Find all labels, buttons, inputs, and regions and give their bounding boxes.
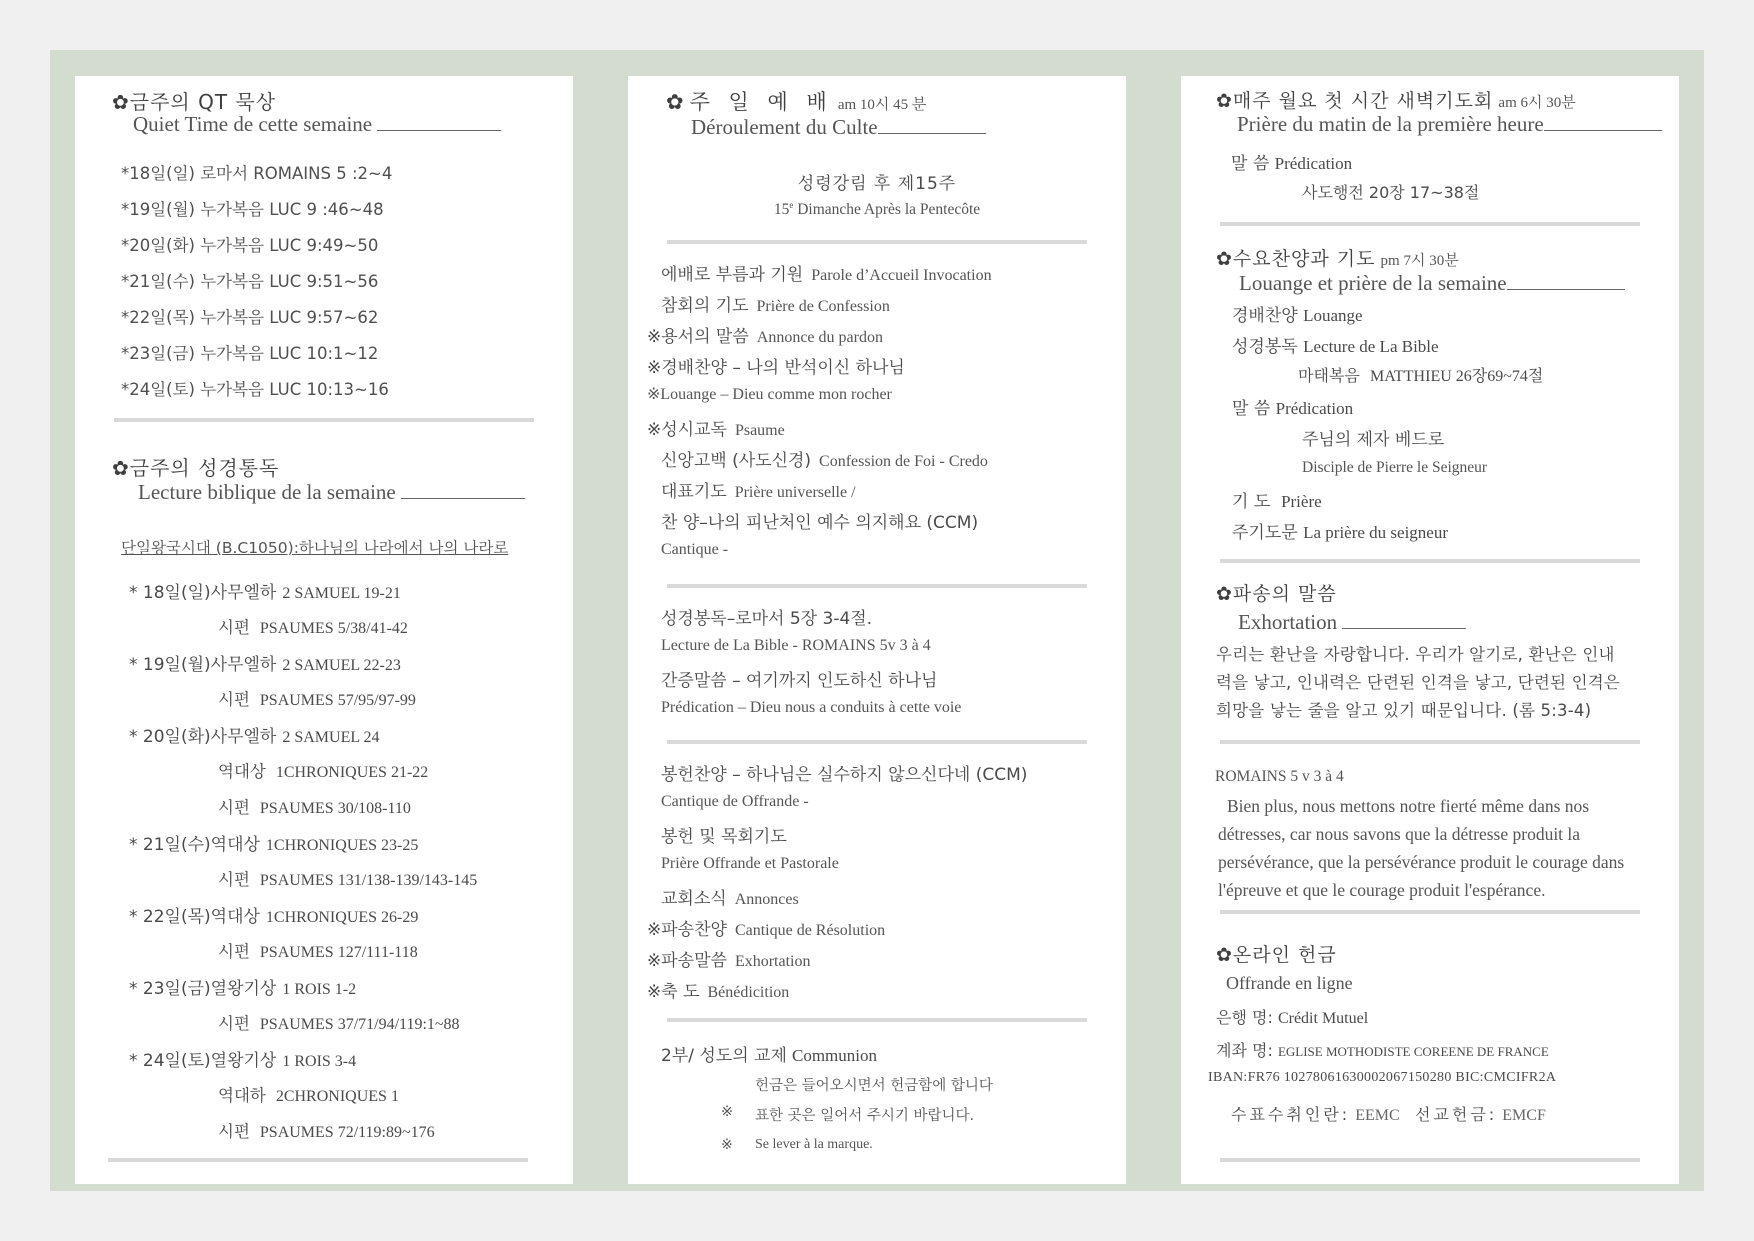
verse-line: Bien plus, nous mettons notre fierté même dans nos	[1227, 796, 1590, 816]
liturgy-item	[661, 260, 992, 285]
reading-day-ref: 1 ROIS 3-4	[282, 1053, 357, 1070]
iban-line: IBAN:FR76 10278061630002067150280 BIC:CMCIFR2A	[1208, 1070, 1557, 1085]
reading-extra	[218, 614, 408, 638]
online-offering-subtitle: Offrande en ligne	[1226, 973, 1353, 993]
stand-note-korean: 표한 곳은 일어서 주시기 바랍니다.	[755, 1108, 975, 1124]
liturgy-item-korean: ※용서의 말씀	[647, 327, 749, 347]
qt-item: *21일(수) 누가복음 LUC 9:51~56	[121, 272, 379, 291]
reading-book: 시편	[218, 870, 250, 889]
reading-day-label: * 19일(월)사무엘하	[129, 655, 277, 675]
reading-ref: 1CHRONIQUES 21-22	[275, 764, 429, 781]
divider	[1220, 910, 1640, 914]
sermon-title-french: Disciple de Pierre le Seigneur	[1302, 459, 1488, 476]
response-item-french: Prière Offrande et Pastorale	[661, 855, 839, 872]
reading-book: 시편	[218, 798, 250, 817]
divider	[1220, 1158, 1640, 1162]
divider	[1220, 559, 1640, 563]
liturgy-item-french: Psaume	[734, 422, 785, 439]
divider	[667, 740, 1087, 744]
exhortation-line: 우리는 환난을 자랑합니다. 우리가 알기로, 환난은 인내	[1216, 645, 1615, 664]
liturgy-item-french: Prière universelle /	[734, 484, 856, 501]
reading-extra	[218, 1118, 435, 1142]
response-item	[661, 791, 809, 811]
response-item-french: Annonces	[734, 891, 799, 908]
liturgy-item-korean: 참회의 기도	[661, 296, 749, 316]
reading-subtitle: Lecture biblique de la semaine	[138, 480, 525, 505]
word-item-korean: 성경봉독–로마서 5장 3-4절.	[661, 609, 873, 629]
reading-day-label: * 18일(일)사무엘하	[129, 583, 277, 603]
liturgy-item-korean: ※성시교독	[647, 420, 727, 440]
reading-day	[129, 902, 418, 927]
reading-day	[129, 650, 401, 675]
stand-note-french: Se lever à la marque.	[755, 1137, 873, 1152]
qt-item: *22일(목) 누가복음 LUC 9:57~62	[121, 308, 379, 327]
sermon-title-korean: 주님의 제자 베드로	[1302, 430, 1445, 450]
reading-day-label: * 20일(화)사무엘하	[129, 727, 277, 747]
online-offering-title: ✿온라인 헌금	[1216, 944, 1337, 966]
reading-day-ref: 1CHRONIQUES 26-29	[265, 909, 419, 926]
lords-prayer-line: 주기도문 La prière du seigneur	[1232, 523, 1449, 543]
dawn-word-line: 말 씀 Prédication	[1231, 154, 1353, 174]
liturgy-item-french: Parole d’Accueil Invocation	[811, 267, 992, 284]
verse-line: détresses, car nous savons que la détresse produit la	[1218, 824, 1581, 844]
dawn-subtitle: Prière du matin de la première heure	[1237, 112, 1662, 137]
qt-item: *19일(월) 누가복음 LUC 9 :46~48	[121, 200, 384, 219]
response-item	[661, 853, 839, 873]
part2-line	[661, 1041, 877, 1066]
qt-item: *20일(화) 누가복음 LUC 9:49~50	[121, 236, 379, 255]
response-item	[647, 946, 810, 971]
liturgy-item-french: Prière de Confession	[756, 298, 890, 315]
qt-item: *18일(일) 로마서 ROMAINS 5 :2~4	[121, 164, 393, 183]
liturgy-item-korean: 신앙고백 (사도신경)	[661, 451, 812, 471]
liturgy-item-korean: 에배로 부름과 기원	[661, 265, 804, 285]
reading-ref: PSAUMES 5/38/41-42	[259, 620, 408, 637]
payee-line: 수표수취인란: EEMC 선교헌금: EMCF	[1231, 1105, 1546, 1124]
verse-reference: ROMAINS 5 v 3 à 4	[1215, 768, 1344, 785]
liturgy-item	[647, 353, 905, 378]
reading-book: 시편	[218, 690, 250, 709]
word-item	[661, 697, 961, 717]
panel-qt-reading	[75, 76, 573, 1184]
sunday-korean: 성령강림 후 제15주	[797, 174, 957, 194]
period-heading: 단일왕국시대 (B.C1050):하나님의 나라에서 나의 나라로	[121, 539, 509, 557]
reading-day	[129, 1046, 356, 1071]
reading-day-label: * 21일(수)역대상	[129, 835, 260, 855]
liturgy-item	[661, 508, 978, 533]
reading-book: 시편	[218, 942, 250, 961]
sunday-french: 15e Dimanche Après la Pentecôte	[773, 200, 981, 219]
part2-french: Communion	[791, 1046, 877, 1065]
wed-subtitle: Louange et prière de la semaine	[1239, 271, 1625, 296]
reading-extra	[218, 758, 428, 782]
response-item	[661, 760, 1027, 785]
word-item	[661, 635, 931, 655]
reading-day-ref: 1CHRONIQUES 23-25	[265, 837, 419, 854]
liturgy-item-korean: 대표기도	[661, 482, 727, 502]
liturgy-item	[661, 477, 856, 502]
word-item-french: Lecture de La Bible - ROMAINS 5v 3 à 4	[661, 637, 931, 654]
reading-book: 시편	[218, 1014, 250, 1033]
wed-heading	[1216, 244, 1459, 271]
worship-heading	[666, 86, 926, 116]
liturgy-item	[647, 415, 785, 440]
reading-ref: PSAUMES 30/108-110	[259, 800, 411, 817]
wed-title: ✿수요찬양과 기도	[1216, 248, 1376, 270]
response-item-french: Bénédicition	[707, 984, 790, 1001]
reading-day-ref: 2 SAMUEL 24	[282, 729, 380, 746]
divider	[667, 240, 1087, 244]
reading-day	[129, 830, 418, 855]
exhortation-subtitle: Exhortation	[1238, 610, 1466, 635]
qt-title: ✿금주의 QT 묵상	[112, 90, 277, 114]
exhortation-title: ✿파송의 말씀	[1216, 583, 1337, 605]
part2-korean: 2부/ 성도의 교제	[661, 1046, 787, 1066]
word-item	[661, 604, 872, 629]
response-item-korean: 봉헌 및 목회기도	[661, 827, 787, 847]
dawn-title: ✿매주 월요 첫 시간 새벽기도회	[1216, 90, 1494, 112]
response-item	[661, 884, 799, 909]
worship-title: ✿주 일 예 배	[666, 90, 833, 114]
reading-day-label: * 22일(목)역대상	[129, 907, 260, 927]
qt-item: *24일(토) 누가복음 LUC 10:13~16	[121, 380, 389, 399]
qt-subtitle: Quiet Time de cette semaine	[133, 112, 501, 137]
wed-item: 경배찬양 Louange	[1232, 306, 1363, 326]
reading-extra	[218, 794, 411, 818]
liturgy-item	[661, 446, 988, 471]
reading-day	[129, 974, 356, 999]
response-item-french: Cantique de Offrande -	[661, 793, 809, 810]
reading-day-ref: 1 ROIS 1-2	[282, 981, 357, 998]
liturgy-item-french: Confession de Foi - Credo	[819, 453, 988, 470]
stand-mark-fr: ※	[721, 1137, 733, 1153]
wed-word-line: 말 씀 Prédication	[1232, 399, 1354, 419]
dawn-scripture: 사도행전 20장 17~38절	[1302, 183, 1480, 202]
reading-ref: PSAUMES 72/119:89~176	[259, 1124, 435, 1141]
dawn-heading	[1216, 86, 1576, 113]
liturgy-item-korean: 찬 양–나의 피난처인 예수 의지해요 (CCM)	[661, 513, 979, 533]
panel-prayer-offering	[1181, 76, 1679, 1184]
reading-extra	[218, 938, 418, 962]
qt-item: *23일(금) 누가복음 LUC 10:1~12	[121, 344, 379, 363]
reading-book: 역대상	[218, 762, 266, 781]
word-item	[661, 666, 937, 691]
reading-extra	[218, 1010, 460, 1034]
worship-subtitle: Déroulement du Culte	[691, 115, 986, 140]
offering-note: 헌금은 들어오시면서 헌금함에 합니다	[755, 1078, 993, 1094]
divider	[667, 1018, 1087, 1022]
reading-extra	[218, 686, 416, 710]
response-item-korean: ※파송말씀	[647, 951, 727, 971]
divider	[108, 1158, 528, 1162]
reading-ref: PSAUMES 127/111-118	[259, 944, 418, 961]
reading-ref: PSAUMES 57/95/97-99	[259, 692, 416, 709]
reading-day	[129, 722, 380, 747]
bank-line: 은행 명: Crédit Mutuel	[1216, 1008, 1369, 1027]
response-item-korean: ※축 도	[647, 982, 700, 1002]
liturgy-item	[647, 322, 883, 347]
reading-extra	[218, 1082, 399, 1106]
liturgy-item	[661, 539, 728, 559]
reading-ref: PSAUMES 131/138-139/143-145	[259, 872, 478, 889]
response-item-korean: 봉헌찬양 – 하나님은 실수하지 않으신다네 (CCM)	[661, 765, 1028, 785]
reading-ref: PSAUMES 37/71/94/119:1~88	[259, 1016, 460, 1033]
liturgy-item	[647, 384, 892, 404]
exhortation-line: 희망을 낳는 줄을 알고 있기 때문입니다. (롬 5:3-4)	[1216, 701, 1592, 720]
response-item	[647, 977, 789, 1002]
exhortation-line: 력을 낳고, 인내력은 단련된 인격을 낳고, 단련된 인격은	[1216, 673, 1621, 692]
liturgy-item-french: ※Louange – Dieu comme mon rocher	[647, 386, 892, 403]
reading-day-ref: 2 SAMUEL 19-21	[282, 585, 401, 602]
reading-book: 시편	[218, 1122, 250, 1141]
response-item-french: Cantique de Résolution	[734, 922, 886, 939]
response-item	[647, 915, 885, 940]
response-item-korean: ※파송찬양	[647, 920, 727, 940]
verse-line: l'épreuve et que le courage produit l'espérance.	[1218, 880, 1546, 900]
liturgy-item-korean: ※경배찬양 – 나의 반석이신 하나님	[647, 358, 905, 378]
reading-title: ✿금주의 성경통독	[112, 456, 280, 480]
reading-day	[129, 578, 401, 603]
reading-day-label: * 23일(금)열왕기상	[129, 979, 277, 999]
divider	[114, 418, 534, 422]
reading-extra	[218, 866, 477, 890]
divider	[1220, 222, 1640, 226]
verse-line: persévérance, que la persévérance produit le courage dans	[1218, 852, 1625, 872]
divider	[667, 584, 1087, 588]
stand-mark: ※	[721, 1104, 734, 1120]
liturgy-item	[661, 291, 890, 316]
word-item-korean: 간증말씀 – 여기까지 인도하신 하나님	[661, 671, 938, 691]
worship-time: am 10시 45 분	[837, 97, 927, 113]
wed-scripture: 마태복음 MATTHIEU 26장69~74절	[1298, 366, 1544, 385]
panel-worship	[628, 76, 1126, 1184]
dawn-time: am 6시 30분	[1498, 95, 1576, 111]
response-item-korean: 교회소식	[661, 889, 727, 909]
liturgy-item-french: Cantique -	[661, 541, 729, 558]
wed-item: 성경봉독 Lecture de La Bible	[1232, 337, 1439, 357]
response-item-french: Exhortation	[734, 953, 811, 970]
wed-time: pm 7시 30분	[1380, 253, 1459, 269]
account-line: 계좌 명: EGLISE MOTHODISTE COREENE DE FRANCE	[1216, 1041, 1549, 1060]
word-item-french: Prédication – Dieu nous a conduits à cette voie	[661, 699, 962, 716]
reading-book: 역대하	[218, 1086, 266, 1105]
response-item	[661, 822, 787, 847]
prayer-line: 기 도 Prière	[1232, 492, 1322, 512]
divider	[1220, 740, 1640, 744]
reading-ref: 2CHRONIQUES 1	[275, 1088, 399, 1105]
reading-day-ref: 2 SAMUEL 22-23	[282, 657, 401, 674]
reading-day-label: * 24일(토)열왕기상	[129, 1051, 277, 1071]
reading-book: 시편	[218, 618, 250, 637]
liturgy-item-french: Annonce du pardon	[756, 329, 883, 346]
